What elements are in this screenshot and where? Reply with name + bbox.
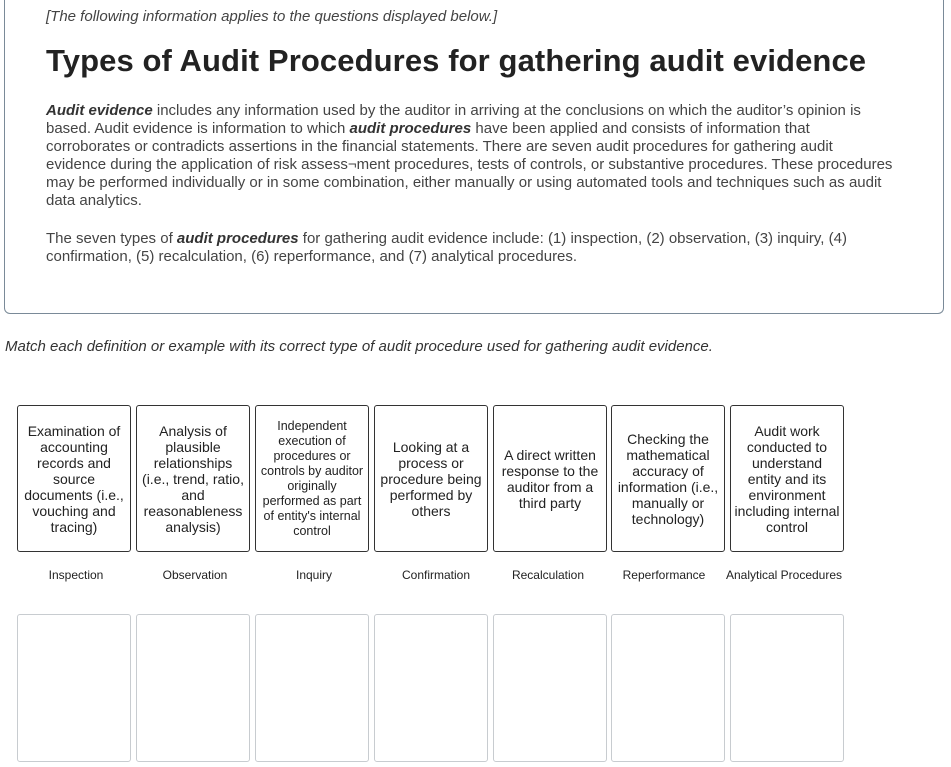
draggable-card-looking-at-process[interactable]: Looking at a process or procedure being performed by others xyxy=(374,405,488,552)
intro-paragraph-1: Audit evidence includes any information used by the auditor in arriving at the conclusions on which the auditor’s opinion is based. Audit evidence is information to which audit procedures have been applied and consists of information that corroborates or contradicts assertions in the financial statements. There are seven audit procedures for gathering audit evidence during the application of risk assess¬ment procedures, tests of controls, or substantive procedures. These procedures may be performed individually or in some combination, either manually or using automated tools and techniques such as audit data analytics. xyxy=(46,102,893,209)
target-label-inquiry: Inquiry xyxy=(295,568,333,582)
intro-paragraph-2: The seven types of audit procedures for gathering audit evidence include: (1) inspection, (2) observation, (3) inquiry, (4) confirmation, (5) recalculation, (6) reperformance, and (7) analytical procedures. xyxy=(46,230,847,265)
draggable-card-written-response[interactable]: A direct written response to the auditor from a third party xyxy=(493,405,607,552)
term-audit-procedures: audit procedures xyxy=(349,120,472,137)
draggable-card-examination[interactable]: Examination of accounting records and source documents (i.e., vouching and tracing) xyxy=(17,405,131,552)
target-label-recalculation: Recalculation xyxy=(511,568,585,582)
target-label-confirmation: Confirmation xyxy=(401,568,471,582)
term-audit-evidence: Audit evidence xyxy=(46,102,153,119)
page-title: Types of Audit Procedures for gathering audit evidence xyxy=(46,43,867,78)
drop-zone-inspection[interactable] xyxy=(17,614,131,762)
target-label-reperformance: Reperformance xyxy=(622,568,706,582)
draggable-card-analysis[interactable]: Analysis of plausible relationships (i.e., trend, ratio, and reasonableness analysis) xyxy=(136,405,250,552)
drop-zone-analytical-procedures[interactable] xyxy=(730,614,844,762)
drop-zone-observation[interactable] xyxy=(136,614,250,762)
applies-note: [The following information applies to the questions displayed below.] xyxy=(46,8,498,25)
target-label-observation: Observation xyxy=(162,568,228,582)
target-label-analytical-procedures: Analytical Procedures xyxy=(725,568,843,582)
drop-zone-reperformance[interactable] xyxy=(611,614,725,762)
term-audit-procedures-2: audit procedures xyxy=(176,230,299,247)
draggable-card-mathematical-accuracy[interactable]: Checking the mathematical accuracy of information (i.e., manually or technology) xyxy=(611,405,725,552)
drop-zone-inquiry[interactable] xyxy=(255,614,369,762)
drop-zone-recalculation[interactable] xyxy=(493,614,607,762)
draggable-card-independent-execution[interactable]: Independent execution of procedures or controls by auditor originally performed as part of entity's internal control xyxy=(255,405,369,552)
drop-zone-confirmation[interactable] xyxy=(374,614,488,762)
target-label-inspection: Inspection xyxy=(48,568,104,582)
draggable-card-understand-entity[interactable]: Audit work conducted to understand entity and its environment including internal control xyxy=(730,405,844,552)
instruction-text: Match each definition or example with its correct type of audit procedure used for gathering audit evidence. xyxy=(5,338,713,355)
